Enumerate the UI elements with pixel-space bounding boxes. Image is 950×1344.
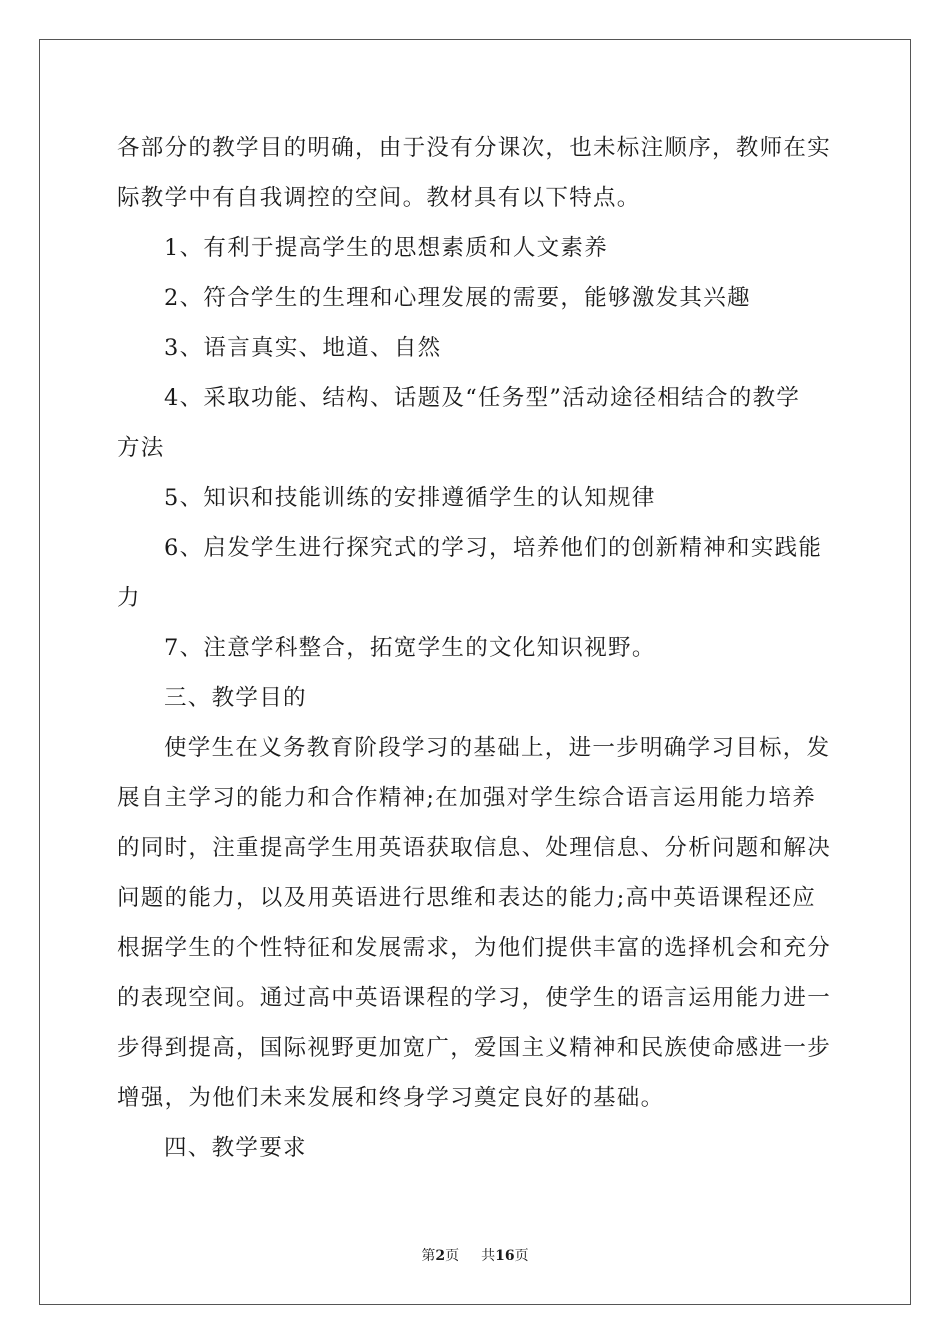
text-line: 三、教学目的: [164, 685, 307, 711]
text-line: 根据学生的个性特征和发展需求，为他们提供丰富的选择机会和充分: [117, 935, 832, 961]
text-line: 各部分的教学目的明确，由于没有分课次，也未标注顺序，教师在实: [117, 135, 832, 161]
text-line: 步得到提高，国际视野更加宽广，爱国主义精神和民族使命感进一步: [117, 1035, 832, 1061]
text-line: 4、采取功能、结构、话题及“任务型”活动途径相结合的教学: [164, 385, 801, 411]
page-footer: [0, 1246, 950, 1266]
text-line: 1、有利于提高学生的思想素质和人文素养: [164, 235, 609, 261]
text-line: 7、注意学科整合，拓宽学生的文化知识视野。: [164, 635, 656, 661]
text-line: 四、教学要求: [164, 1135, 307, 1161]
text-line: 力: [117, 585, 141, 611]
text-line: 的同时，注重提高学生用英语获取信息、处理信息、分析问题和解决: [117, 835, 832, 861]
page-number: 2: [435, 1248, 446, 1264]
page-prefix: 第: [421, 1248, 436, 1264]
total-pages: 16: [495, 1248, 515, 1264]
text-line: 增强，为他们未来发展和终身学习奠定良好的基础。: [117, 1085, 665, 1111]
text-line: 展自主学习的能力和合作精神;在加强对学生综合语言运用能力培养: [117, 785, 817, 811]
total-suffix: 页: [514, 1248, 529, 1264]
text-line: 方法: [117, 435, 165, 461]
text-line: 2、符合学生的生理和心理发展的需要，能够激发其兴趣: [164, 285, 751, 311]
text-line: 6、启发学生进行探究式的学习，培养他们的创新精神和实践能: [164, 535, 823, 561]
text-line: 际教学中有自我调控的空间。教材具有以下特点。: [117, 185, 641, 211]
total-prefix: 共: [481, 1248, 496, 1264]
page-suffix: 页: [445, 1248, 460, 1264]
text-line: 5、知识和技能训练的安排遵循学生的认知规律: [164, 485, 656, 511]
document-body: [117, 123, 833, 1173]
text-line: 3、语言真实、地道、自然: [164, 335, 442, 361]
text-line: 问题的能力，以及用英语进行思维和表达的能力;高中英语课程还应: [117, 885, 817, 911]
text-line: 的表现空间。通过高中英语课程的学习，使学生的语言运用能力进一: [117, 985, 832, 1011]
text-line: 使学生在义务教育阶段学习的基础上，进一步明确学习目标，发: [164, 735, 831, 761]
